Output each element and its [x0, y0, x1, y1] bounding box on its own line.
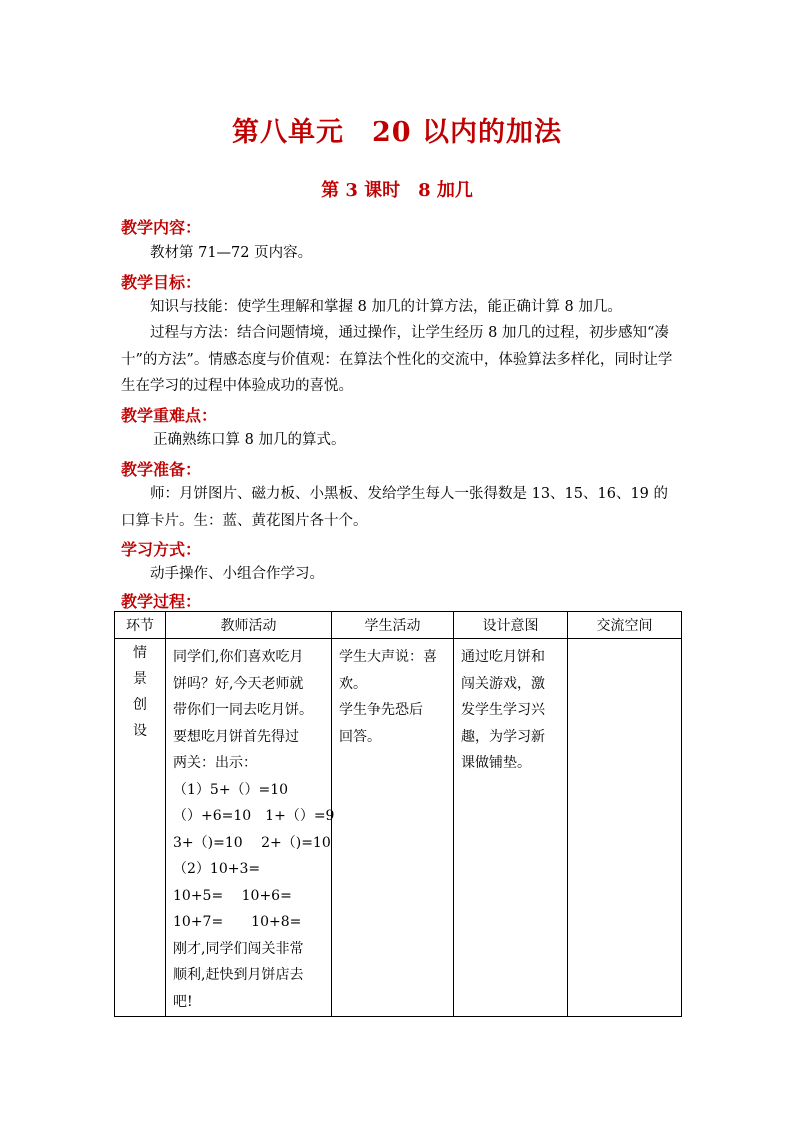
- header-student-activity: 学生活动: [332, 612, 454, 639]
- teacher-activity-line: 顺利,赶快到月饼店去: [173, 967, 304, 983]
- teacher-activity-line: 带你们一同去吃月饼。: [173, 702, 313, 718]
- design-intent-cell: [454, 639, 568, 1017]
- exchange-text: [569, 640, 680, 644]
- table-row: [115, 639, 682, 1017]
- goals-paragraph-2: 过程与方法：结合问题情境，通过操作，让学生经历 8 加几的过程，初步感知“凑十”的方法”。情感态度与价值观：在算法个性化的交流中，体验算法多样化，同时让学生在学习的过程中体验成功的喜悦。: [121, 325, 673, 394]
- student-activity-line: 学生大声说：喜: [339, 649, 437, 665]
- table-header-row: [115, 612, 682, 639]
- exchange-space-cell: [568, 639, 682, 1017]
- teacher-activity-line: （1）5+（）=10: [173, 781, 289, 798]
- design-intent-line: 闯关游戏，激: [461, 675, 545, 692]
- section-heading-goals: 教学目标：: [121, 273, 202, 292]
- goals-paragraph-1: 知识与技能：使学生理解和掌握 8 加几的计算方法，能正确计算 8 加几。: [150, 299, 622, 315]
- header-exchange-space: 交流空间: [568, 612, 682, 639]
- design-intent-line: 发学生学习兴: [461, 702, 545, 718]
- lesson-subtitle: 第 3 课时 8 加几: [321, 180, 473, 201]
- header-design-intent: 设计意图: [454, 612, 568, 639]
- student-activity-line: 回答。: [339, 728, 381, 745]
- document-title: 第八单元 20 以内的加法: [232, 117, 562, 148]
- teacher-activity-line: 要想吃月饼首先得过: [173, 728, 299, 745]
- teacher-activity-line: 10+7= 10+8=: [173, 914, 302, 930]
- teacher-activity-line: 吧!: [173, 993, 193, 1010]
- method-text: 动手操作、小组合作学习。: [150, 566, 324, 582]
- teacher-activity-line: 同学们,你们喜欢吃月: [173, 649, 304, 665]
- student-activity-line: 欢。: [339, 675, 367, 692]
- section-heading-content: 教学内容：: [121, 218, 202, 237]
- section-heading-process: 教学过程：: [121, 592, 202, 611]
- teacher-activity-line: （2）10+3=: [173, 861, 261, 877]
- header-stage: 环节: [115, 612, 166, 639]
- keypoints-text: 正确熟练口算 8 加几的算式。: [153, 432, 346, 448]
- lesson-process-table: [114, 611, 682, 1017]
- student-activity-cell: [332, 639, 454, 1017]
- content-text: 教材第 71—72 页内容。: [150, 245, 313, 261]
- teacher-activity-line: 饼吗？好,今天老师就: [173, 675, 304, 692]
- design-intent-line: 趣，为学习新: [461, 728, 545, 745]
- teacher-activity-line: 3+（)=10 2+（)=10: [173, 834, 331, 851]
- teacher-activity-cell: [166, 639, 335, 1017]
- teacher-activity-line: （）+6=10 1+（）=9: [173, 808, 335, 824]
- teacher-activity-line: 刚才,同学们闯关非常: [173, 940, 304, 957]
- section-heading-keypoints: 教学重难点：: [121, 406, 218, 425]
- section-heading-method: 学习方式：: [121, 540, 202, 559]
- prep-text: 师：月饼图片、磁力板、小黑板、发给学生每人一张得数是 13、15、16、19 的口算卡片。生：蓝、黄花图片各十个。: [121, 486, 669, 529]
- header-teacher-activity: 教师活动: [166, 612, 332, 639]
- design-intent-line: 通过吃月饼和: [461, 649, 545, 665]
- teacher-activity-line: 两关：出示：: [173, 755, 257, 771]
- section-heading-prep: 教学准备：: [121, 460, 202, 479]
- design-intent-line: 课做铺垫。: [461, 755, 531, 771]
- stage-label: 情景创设: [133, 645, 147, 739]
- stage-cell: [115, 639, 166, 1017]
- teacher-activity-line: 10+5= 10+6=: [173, 887, 292, 904]
- student-activity-line: 学生争先恐后: [339, 702, 423, 718]
